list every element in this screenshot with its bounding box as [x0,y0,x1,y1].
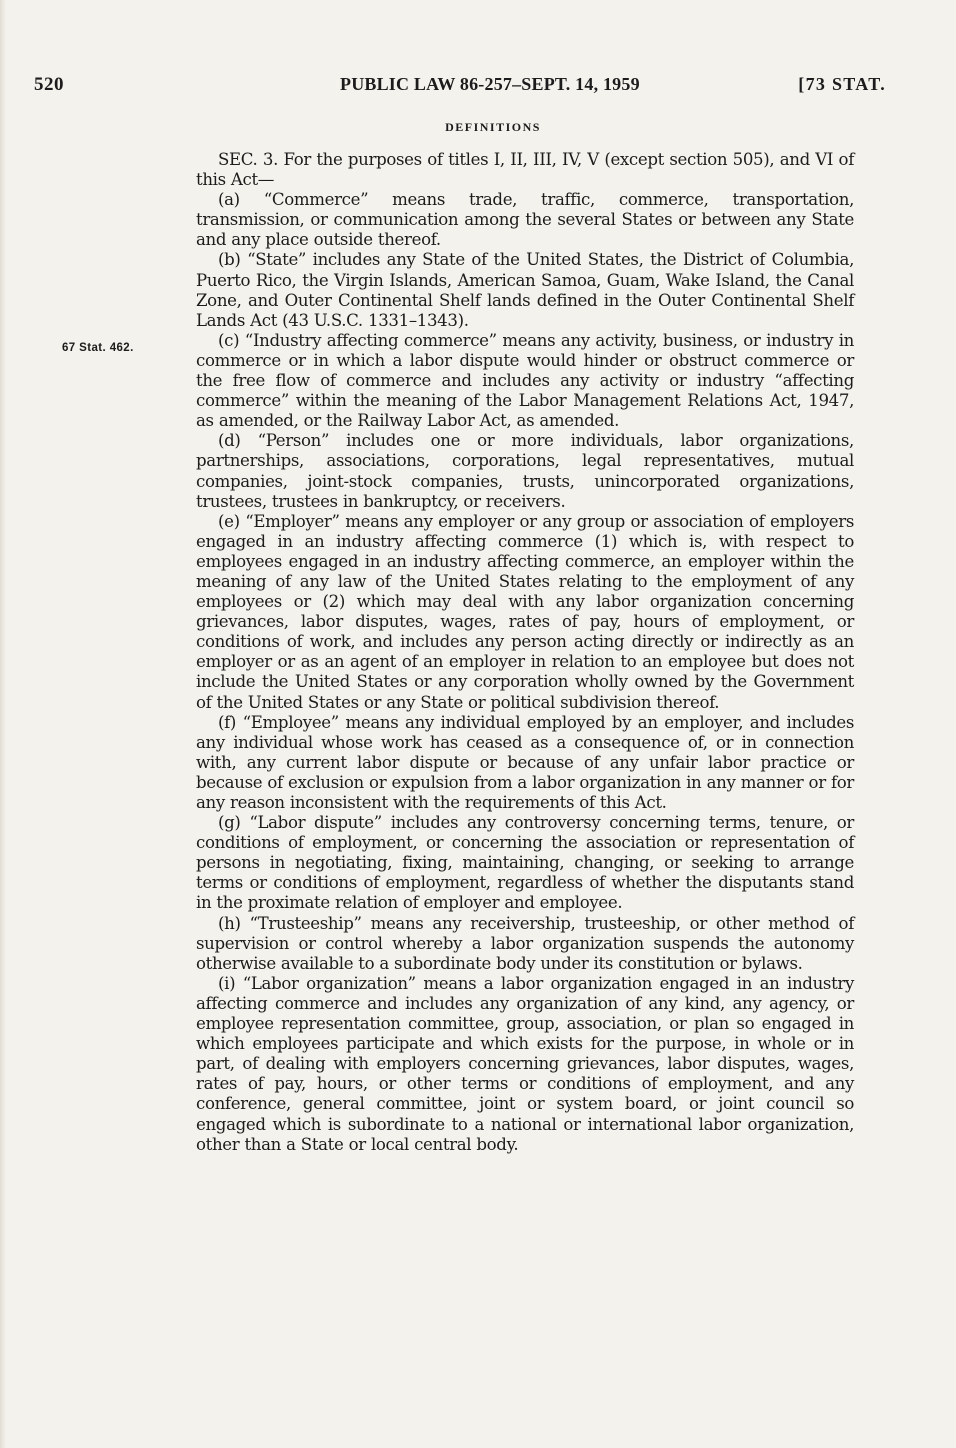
running-head: PUBLIC LAW 86-257–SEPT. 14, 1959 [340,74,640,94]
section-intro [196,150,854,190]
definition-g: (g) “Labor dispute” includes any controversy concerning terms, tenure, or conditions of employment, or concerning the association or representation of persons in negotiating, fixing, maintaining, changing, or seeking to arrange terms or conditions of employment, regardless of whether the disputants stand in the proximate relation of employer and employee. [196,813,854,913]
section-intro-text: 3. For the purposes of titles I, II, III, IV, V (except section 505), and VI of this Act— [196,150,854,190]
definition-a: (a) “Commerce” means trade, traffic, commerce, transportation, transmission, or communication among the several States or between any State and any place outside thereof. [196,190,854,250]
definition-f: (f) “Employee” means any individual employed by an employer, and includes any individual whose work has ceased as a consequence of, or in connection with, any current labor dispute or because of any unfair labor practice or because of exclusion or expulsion from a labor organization in any manner or for any reason inconsistent with the requirements of this Act. [196,712,854,812]
section-prefix: SEC. [218,150,258,169]
margin-citation: 67 Stat. 462. [62,342,134,354]
definition-h: (h) “Trusteeship” means any receivership, trusteeship, or other method of supervision or control whereby a labor organization suspends the autonomy otherwise available to a subordinate body under its constitution or bylaws. [196,913,854,973]
volume-reference: [73 STAT. [798,74,886,94]
scan-edge-shadow [0,0,6,1448]
page-number: 520 [34,74,64,95]
statute-body [196,150,854,1155]
definition-c: (c) “Industry affecting commerce” means any activity, business, or industry in commerce or in which a labor dispute would hinder or obstruct commerce or the free flow of commerce and includes any activity or industry “affecting commerce” within the meaning of the Labor Management Relations Act, 1947, as amended, or the Railway Labor Act, as amended. [196,330,854,431]
definition-d: (d) “Person” includes one or more individuals, labor organizations, partnerships, associations, corporations, legal representatives, mutual companies, joint-stock companies, trusts, unincorporated organizations, trustees, trustees in bankruptcy, or receivers. [196,431,854,511]
section-title: DEFINITIONS [445,120,541,134]
definition-e: (e) “Employer” means any employer or any group or association of employers engaged in an industry affecting commerce (1) which is, with respect to employees engaged in an industry affecting commerce, an employer within the meaning of any law of the United States relating to the employment of any employees or (2) which may deal with any labor organization concerning grievances, labor disputes, wages, rates of pay, hours of employment, or conditions of work, and includes any person acting directly or indirectly as an employer or as an agent of an employer in relation to an employee but does not include the United States or any corporation wholly owned by the Government of the United States or any State or political subdivision thereof. [196,511,854,712]
page-header [34,74,886,102]
definition-i: (i) “Labor organization” means a labor organization engaged in an industry affecting commerce and includes any organization of any kind, any agency, or employee representation committee, group, association, or plan so engaged in which employees participate and which exists for the purpose, in whole or in part, of dealing with employers concerning grievances, labor disputes, wages, rates of pay, hours, or other terms or conditions of employment, and any conference, general committee, joint or system board, or joint council so engaged which is subordinate to a national or international labor organization, other than a State or local central body. [196,973,854,1154]
definition-b: (b) “State” includes any State of the United States, the District of Columbia, Puerto Rico, the Virgin Islands, American Samoa, Guam, Wake Island, the Canal Zone, and Outer Continental Shelf lands defined in the Outer Continental Shelf Lands Act (43 U.S.C. 1331–1343). [196,250,854,330]
